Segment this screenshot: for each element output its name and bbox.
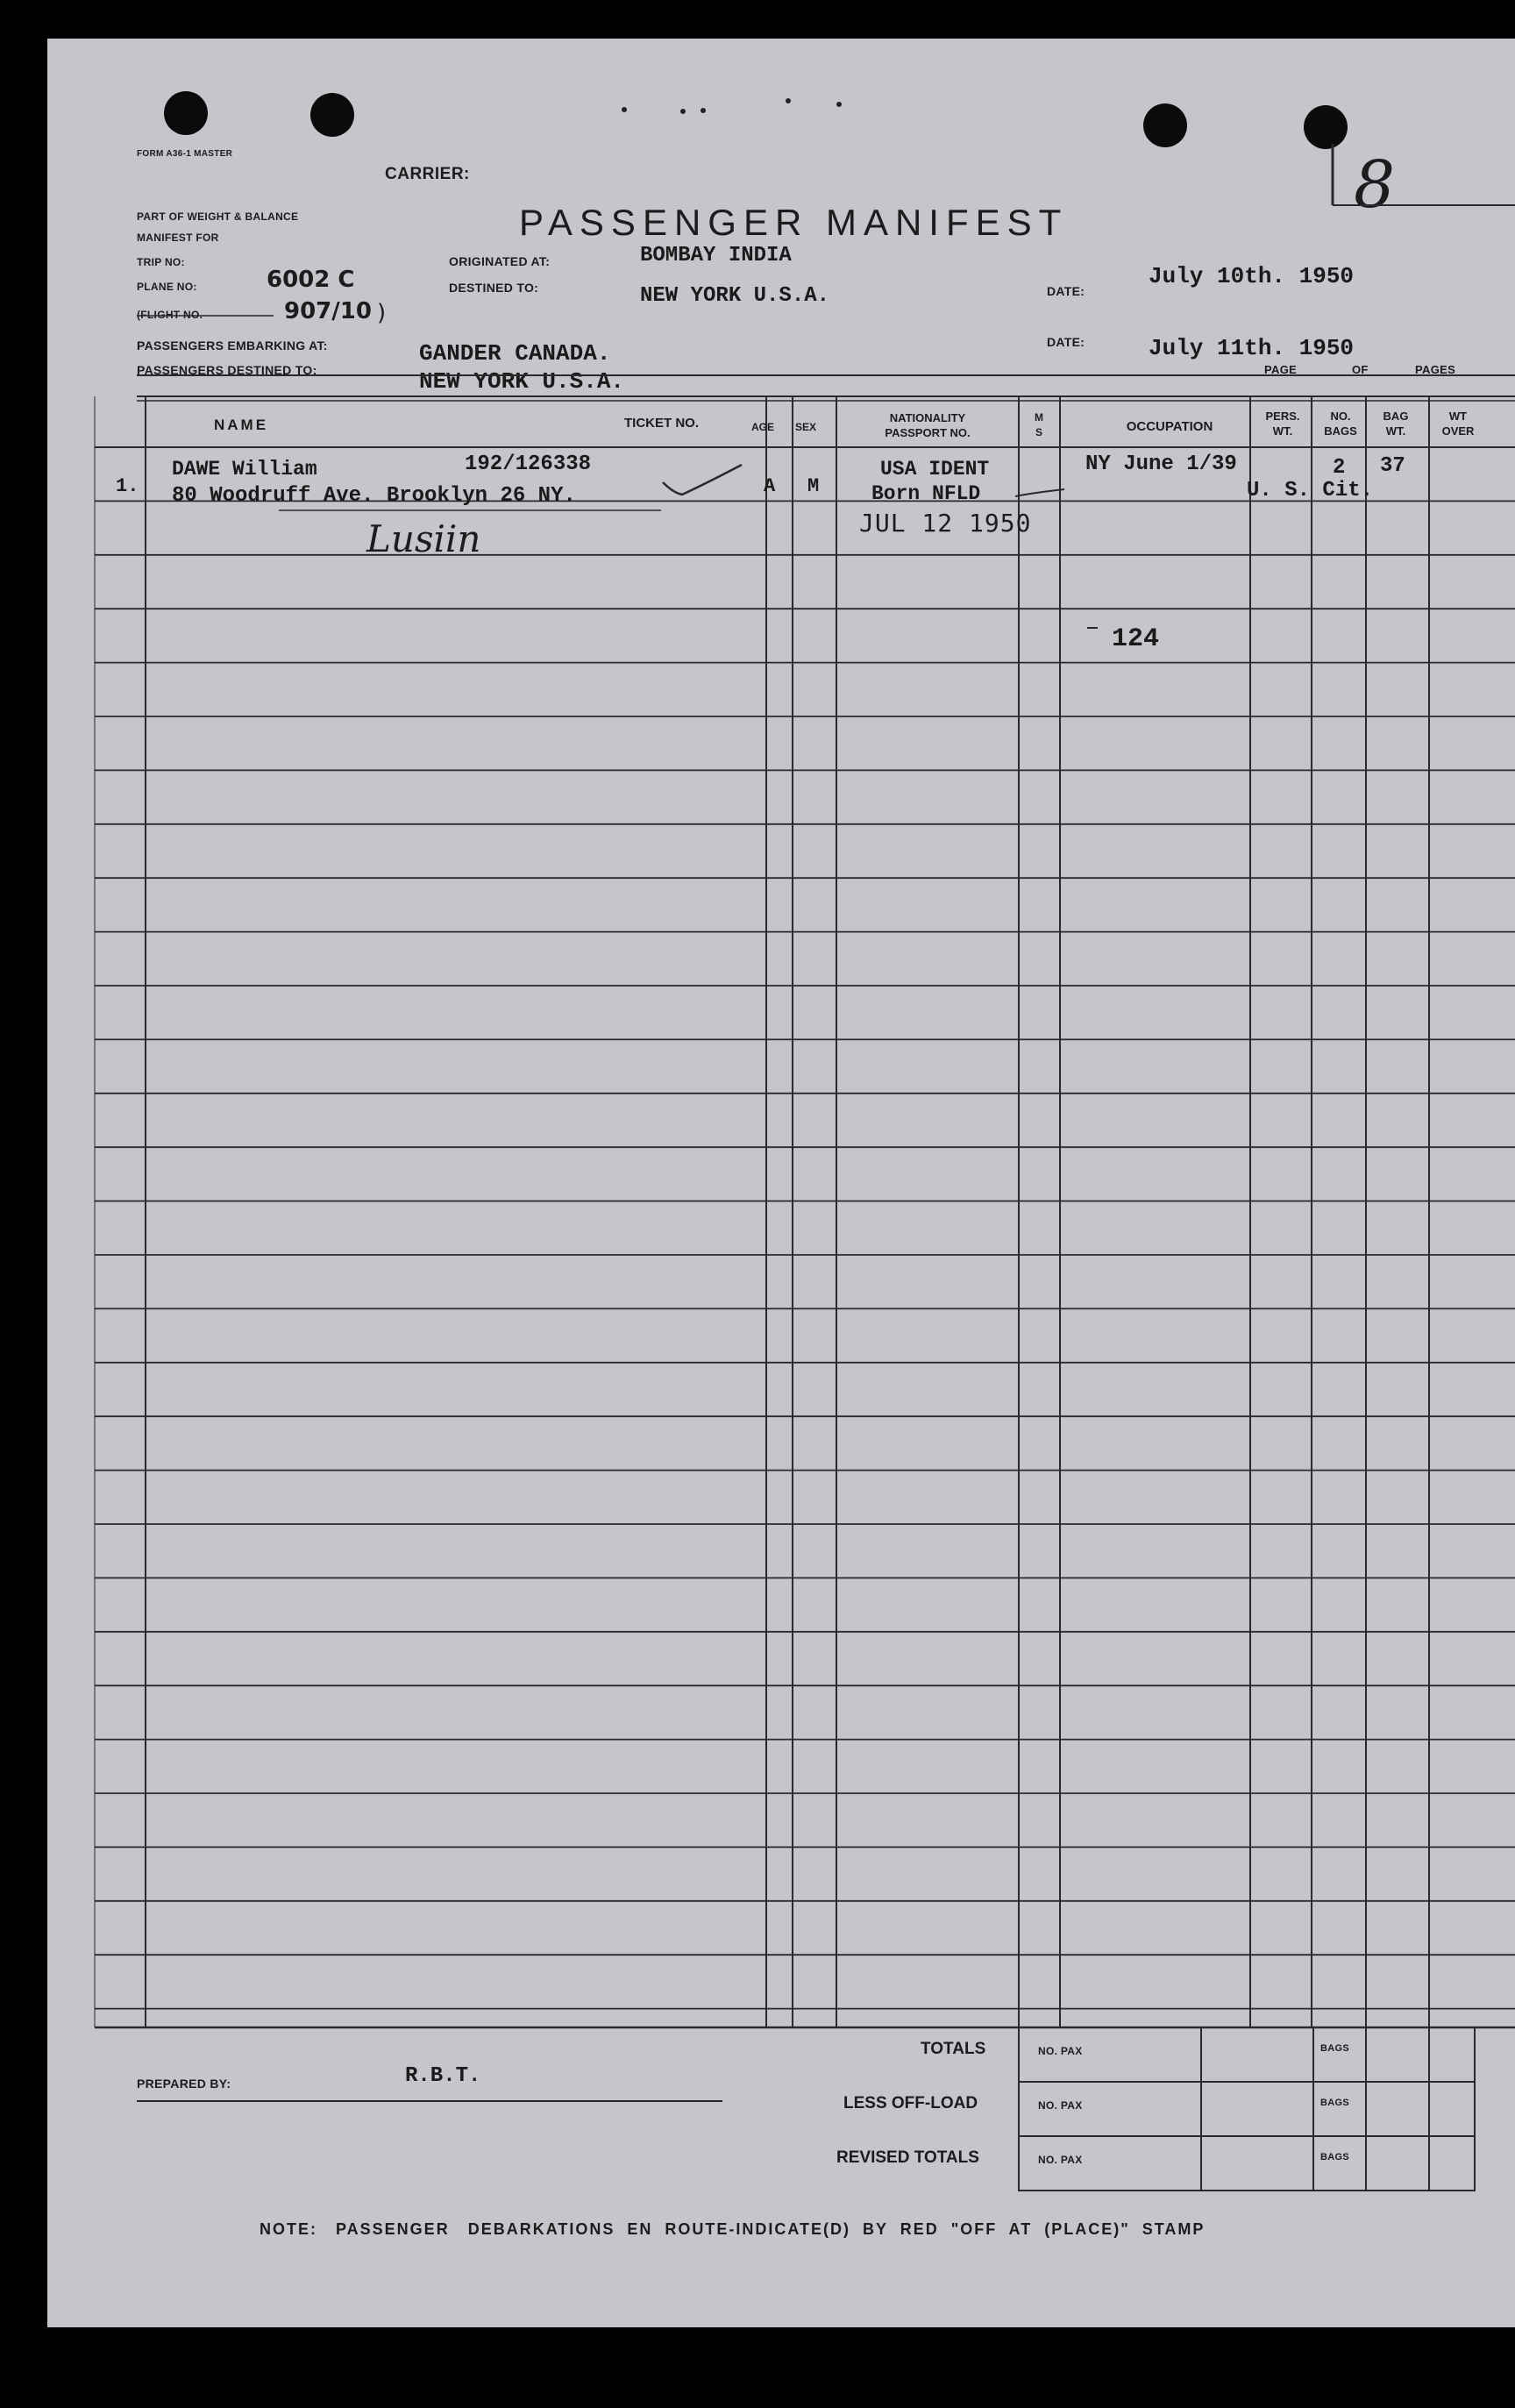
col-header-pers-wt <box>1252 409 1313 438</box>
col-header-bags-line-2: BAGS <box>1324 424 1357 438</box>
citizenship-note: U. S. Cit. <box>1247 479 1374 502</box>
col-header-bagwt-line-2: WT. <box>1385 424 1406 438</box>
less-no-pax: NO. PAX <box>1038 2099 1083 2112</box>
flight-no-value: 907/10 <box>284 298 372 324</box>
col-header-nationality-line-1: NATIONALITY <box>889 411 966 424</box>
part-of-label: PART OF WEIGHT & BALANCE <box>137 210 299 223</box>
revised-totals-label: REVISED TOTALS <box>836 2148 979 2167</box>
col-header-wtover-line-2: OVER <box>1441 424 1475 438</box>
passenger-age: A <box>764 475 776 497</box>
row-number: 1. <box>116 475 139 497</box>
col-header-bags <box>1312 409 1369 438</box>
destined-value: NEW YORK U.S.A. <box>640 284 830 308</box>
col-header-ms-line-1: M <box>1035 411 1043 424</box>
totals-no-pax: NO. PAX <box>1038 2045 1083 2057</box>
carrier-label: CARRIER: <box>385 165 470 183</box>
plane-no-value: 6002 C <box>267 267 355 293</box>
col-header-nationality-line-2: PASSPORT NO. <box>885 426 971 439</box>
totals-box <box>1019 2027 1475 2191</box>
page-title: PASSENGER MANIFEST <box>519 202 1069 243</box>
code-mark: 124 <box>1112 624 1160 654</box>
destined-to-value: NEW YORK U.S.A. <box>419 368 625 395</box>
less-offload-label: LESS OFF-LOAD <box>843 2094 978 2112</box>
ticket-number: 192/126338 <box>465 452 592 476</box>
col-header-age: AGE <box>751 421 775 433</box>
col-header-occupation: OCCUPATION <box>1126 419 1213 434</box>
flight-no-label: (FLIGHT NO. <box>137 309 203 321</box>
check-mark <box>663 465 742 495</box>
passenger-birthplace: Born NFLD <box>871 482 981 505</box>
date-stamp: JUL 12 1950 <box>859 509 1032 538</box>
col-header-wtover-line-1: WT <box>1448 410 1468 423</box>
of-label: OF <box>1352 363 1369 376</box>
date-value-2: July 11th. 1950 <box>1149 335 1355 361</box>
form-id: FORM A36-1 MASTER <box>137 149 233 159</box>
embarking-value: GANDER CANADA. <box>419 340 611 367</box>
col-header-pers-line-2: WT. <box>1272 424 1293 438</box>
passenger-address: 80 Woodruff Ave. Brooklyn 26 NY. <box>172 484 576 508</box>
col-header-bags-line-1: NO. <box>1330 410 1351 423</box>
bag-count: 2 <box>1333 456 1346 480</box>
revised-no-pax: NO. PAX <box>1038 2154 1083 2166</box>
originated-label: ORIGINATED AT: <box>449 254 551 268</box>
destined-label: DESTINED TO: <box>449 281 539 295</box>
prepared-by-value: R.B.T. <box>405 2064 481 2088</box>
embarking-label: PASSENGERS EMBARKING AT: <box>137 338 328 353</box>
manifest-for-label: MANIFEST FOR <box>137 232 219 244</box>
manifest-sheet <box>47 39 1515 2327</box>
col-header-bag-wt <box>1366 409 1426 438</box>
col-header-pers-line-1: PERS. <box>1265 410 1300 423</box>
table-grid <box>47 39 1515 2327</box>
revised-bags: BAGS <box>1320 2152 1349 2162</box>
col-header-ms-line-2: S <box>1035 426 1042 438</box>
page-label: PAGE <box>1264 363 1298 376</box>
pen-stroke <box>1015 489 1064 496</box>
col-header-ms <box>1022 410 1056 440</box>
corner-mark: 8 <box>1354 147 1396 223</box>
footer-note: NOTE: PASSENGER DEBARKATIONS EN ROUTE-INDICATE(D) BY RED "OFF AT (PLACE)" STAMP <box>260 2220 1206 2238</box>
date-label-1: DATE: <box>1047 284 1085 298</box>
bag-weight: 37 <box>1380 454 1405 478</box>
col-header-ticket: TICKET NO. <box>624 416 699 431</box>
col-header-nationality <box>836 410 1019 440</box>
destined-to-label: PASSENGERS DESTINED TO: <box>137 363 317 377</box>
col-header-name: NAME <box>214 417 269 433</box>
totals-label: TOTALS <box>921 2040 986 2058</box>
flight-no-close: ) <box>377 300 387 326</box>
trip-no-label: TRIP NO: <box>137 256 185 268</box>
originated-value: BOMBAY INDIA <box>640 244 792 267</box>
passenger-name: DAWE William <box>172 458 317 481</box>
date-value-1: July 10th. 1950 <box>1149 263 1355 289</box>
col-header-bagwt-line-1: BAG <box>1383 410 1409 423</box>
pages-label: PAGES <box>1415 363 1456 376</box>
totals-bags: BAGS <box>1320 2043 1349 2054</box>
col-header-sex: SEX <box>795 421 817 433</box>
passenger-sex: M <box>807 475 820 497</box>
date-label-2: DATE: <box>1047 335 1085 349</box>
occupation-value: NY June 1/39 <box>1085 452 1237 476</box>
prepared-by-label: PREPARED BY: <box>137 2077 231 2091</box>
col-header-wt-over <box>1429 409 1487 438</box>
passenger-nationality: USA IDENT <box>880 458 990 481</box>
passenger-signature: Lusiin <box>366 517 481 560</box>
less-bags: BAGS <box>1320 2098 1349 2108</box>
plane-no-label: PLANE NO: <box>137 281 197 293</box>
